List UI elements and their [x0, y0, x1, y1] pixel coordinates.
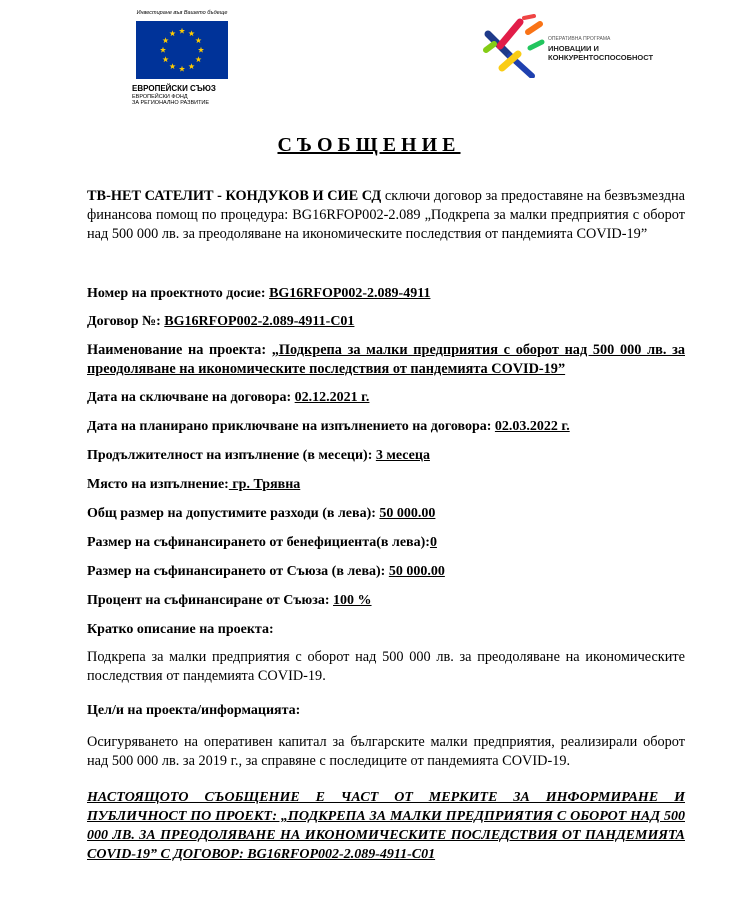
publicity-note: НАСТОЯЩОТО СЪОБЩЕНИЕ Е ЧАСТ ОТ МЕРКИТЕ ЗА ИНФОРМИРАНЕ И ПУБЛИЧНОСТ ПО ПРОЕКТ: „ПОДКРЕПА ЗА МАЛКИ ПРЕДПРИЯТИЯ С ОБОРОТ НАД 500 000 ЛВ. ЗА ПРЕОДОЛЯВАНЕ НА ИКОНОМИЧЕСКИТЕ ПОСЛЕДСТВИЯ ОТ ПАНДЕМИЯТА COVID-19” С ДОГОВОР: BG16RFOP002-2.089-4911-C01 — [87, 790, 685, 862]
eu-cofinancing-row — [87, 562, 707, 581]
date-end-row — [87, 417, 707, 436]
contract-row — [87, 312, 707, 331]
project-name-label: Наименование на проекта: — [87, 342, 272, 358]
eu-fund-line2: ЗА РЕГИОНАЛНО РАЗВИТИЕ — [132, 100, 210, 106]
eu-flag-icon — [136, 21, 228, 79]
eu-fund-line1: ЕВРОПЕЙСКИ ФОНД — [132, 94, 188, 100]
intro-paragraph — [87, 187, 685, 244]
place-value: гр. Трявна — [228, 477, 301, 492]
description-text: Подкрепа за малки предприятия с оборот над 500 000 лв. за преодоляване на икономическите последствия от пандемията COVID-19. — [87, 649, 685, 684]
beneficiary-label: Размер на съфинансирането от бенефициента(в лева): — [87, 535, 430, 550]
company-name: ТВ-НЕТ САТЕЛИТ - КОНДУКОВ И СИЕ СД — [87, 188, 382, 204]
op-program-name — [548, 44, 653, 62]
percent-value: 100 % — [333, 593, 372, 608]
document-title: СЪОБЩЕНИЕ — [277, 134, 461, 156]
eu-name: ЕВРОПЕЙСКИ СЪЮЗ — [132, 84, 216, 93]
percent-row — [87, 591, 707, 610]
eu-cofinancing-value: 50 000.00 — [388, 564, 445, 579]
dossier-row — [87, 284, 707, 303]
op-mark-icon — [480, 14, 550, 78]
project-name-row — [87, 341, 685, 379]
date-signed-row — [87, 388, 707, 407]
op-line1: ИНОВАЦИИ И — [548, 44, 599, 53]
duration-value: 3 месеца — [375, 448, 430, 463]
date-signed-label: Дата на сключване на договора: — [87, 390, 295, 405]
contract-label: Договор №: — [87, 314, 165, 329]
eu-logo — [132, 10, 242, 105]
beneficiary-value: 0 — [429, 535, 437, 550]
op-program-label: ОПЕРАТИВНА ПРОГРАМА — [548, 36, 611, 42]
description-label: Кратко описание на проекта: — [87, 622, 274, 637]
project-name-value: „Подкрепа за малки предприятия с оборот над 500 000 лв. за преодоляване на икономическите последствия от пандемията COVID-19” — [87, 342, 685, 377]
op-logo — [480, 14, 670, 78]
total-row — [87, 504, 707, 523]
place-label: Място на изпълнение: — [87, 477, 229, 492]
eu-motto: Инвестиране във Вашето бъдеще — [136, 10, 228, 16]
goals-label: Цел/и на проекта/информацията: — [87, 703, 301, 718]
date-signed-value: 02.12.2021 г. — [294, 390, 370, 405]
beneficiary-row — [87, 533, 707, 552]
total-value: 50 000.00 — [379, 506, 436, 521]
duration-row — [87, 446, 707, 465]
contract-value: BG16RFOP002-2.089-4911-C01 — [164, 314, 355, 329]
place-row — [87, 475, 707, 494]
dossier-label: Номер на проектното досие: — [87, 286, 270, 301]
goals-text: Осигуряването на оперативен капитал за българските малки предприятия, реализирали оборот над 500 000 лв. за 2019 г., за справяне с последиците от пандемията COVID-19. — [87, 734, 685, 769]
intro-text: сключи договор за предоставяне на безвъзмездна финансова помощ по процедура: BG16RFOP002-2.089 „Подкрепа за малки предприятия с оборот над 500 000 лв. за преодоляване на икономическите последствия от пандемията COVID-19” — [87, 188, 685, 242]
duration-label: Продължителност на изпълнение (в месеци): — [87, 448, 376, 463]
date-end-value: 02.03.2022 г. — [494, 419, 570, 434]
eu-cofinancing-label: Размер на съфинансирането от Съюза (в лева): — [87, 564, 389, 579]
total-label: Общ размер на допустимите разходи (в лева): — [87, 506, 380, 521]
op-line2: КОНКУРЕНТОСПОСОБНОСТ — [548, 53, 654, 62]
eu-fund — [132, 94, 242, 106]
percent-label: Процент на съфинансиране от Съюза: — [87, 593, 334, 608]
date-end-label: Дата на планирано приключване на изпълнението на договора: — [87, 419, 495, 434]
dossier-value: BG16RFOP002-2.089-4911 — [269, 286, 431, 301]
